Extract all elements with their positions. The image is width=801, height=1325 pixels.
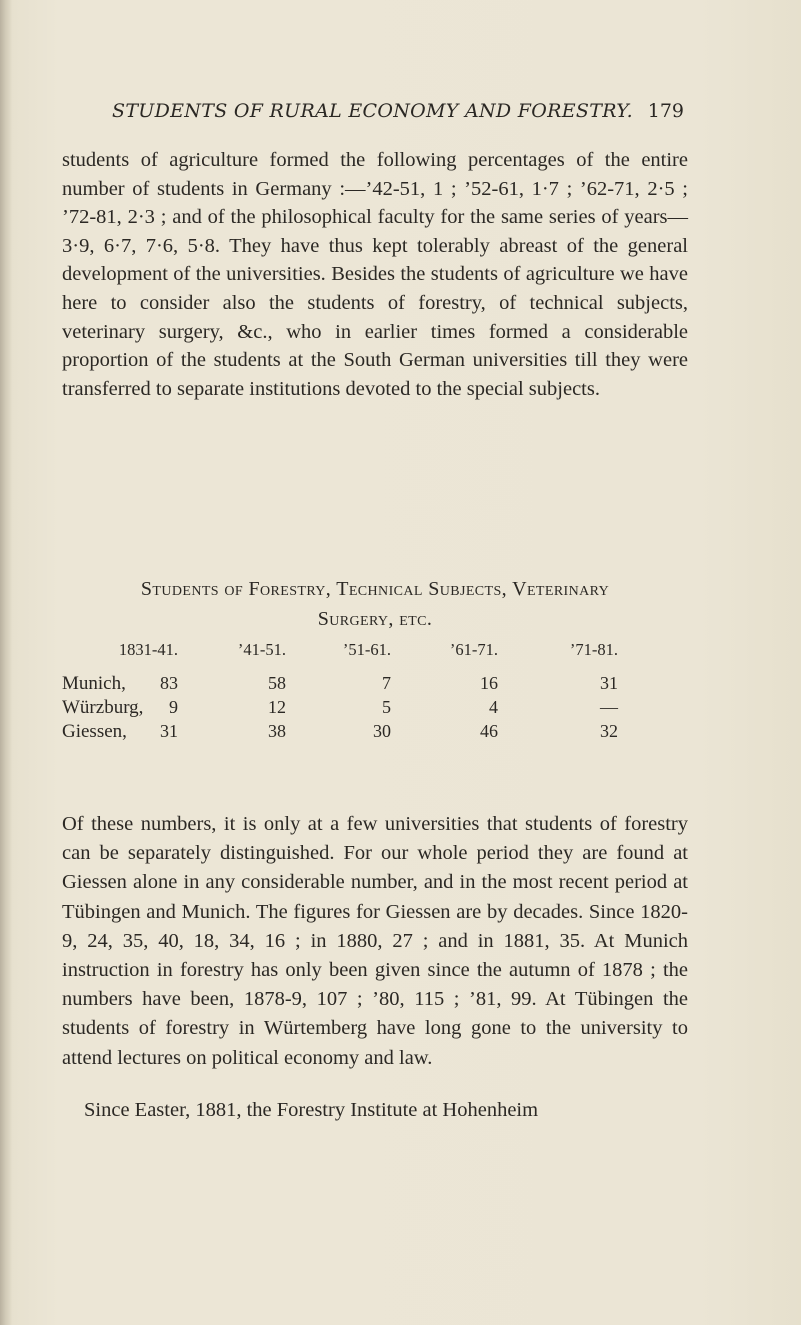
students-table	[62, 640, 688, 745]
row-label: Munich,	[62, 673, 126, 694]
table-cell: 16	[480, 673, 498, 693]
table-cell: 38	[268, 721, 286, 741]
table-cell: 31	[600, 673, 618, 693]
running-head	[112, 100, 684, 130]
table-cell: 4	[489, 697, 498, 717]
table-cell: 46	[480, 721, 498, 741]
table-row	[62, 721, 688, 745]
table-cell: 58	[268, 673, 286, 693]
table-cell: 5	[382, 697, 391, 717]
table-cell: 31	[160, 721, 178, 741]
table-title	[62, 574, 688, 634]
table-cell: 32	[600, 721, 618, 741]
column-header: ’71-81.	[569, 640, 618, 659]
row-label: Würzburg,	[62, 697, 144, 718]
page-gutter-shadow	[0, 0, 12, 1325]
paragraph-3: Since Easter, 1881, the Forestry Institute at Hohenheim	[84, 1099, 539, 1121]
table-title-line-2: Surgery, etc.	[317, 608, 433, 630]
table-header-row	[62, 640, 688, 673]
table-row	[62, 697, 688, 721]
row-label: Giessen,	[62, 721, 127, 742]
column-header: ’51-61.	[342, 640, 391, 659]
table-cell: 9	[169, 697, 178, 717]
table-cell: 7	[382, 673, 391, 693]
table-title-line-1: Students of Forestry, Technical Subjects, Veterinary	[140, 578, 610, 600]
table-cell: 12	[268, 697, 286, 717]
column-header: ’41-51.	[237, 640, 286, 659]
page-number: 179	[647, 100, 684, 122]
paragraph-1: students of agriculture formed the following percentages of the entire number of students in Germany :—’42-51, 1 ; ’52-61, 1·7 ; ’62-71, 2·5 ; ’72-81, 2·3 ; and of the philosophical faculty for the same series of years—3·9, 6·7, 7·6, 5·8. They have thus kept tolerably abreast of the general development of the universities. Besides the students of agriculture we have here to consider also the students of forestry, of technical subjects, veterinary surgery, &c., who in earlier times formed a considerable proportion of the students at the South German universities till they were transferred to separate institutions devoted to the special subjects.	[62, 149, 688, 400]
table-cell: 30	[373, 721, 391, 741]
table-cell: —	[600, 697, 618, 717]
table-cell: 83	[160, 673, 178, 693]
table-row	[62, 673, 688, 697]
paragraph-2: Of these numbers, it is only at a few universities that students of forestry can be separately distinguished. For our whole period they are found at Giessen alone in any considerable number, and in the most recent period at Tübingen and Munich. The figures for Giessen are by decades. Since 1820-9, 24, 35, 40, 18, 34, 16 ; in 1880, 27 ; and in 1881, 35. At Munich instruction in forestry has only been given since the autumn of 1878 ; the numbers have been, 1878-9, 107 ; ’80, 115 ; ’81, 99. At Tübingen the students of forestry in Würtemberg have long gone to the university to attend lectures on political economy and law.	[62, 813, 688, 1069]
column-header: 1831-41.	[118, 640, 178, 659]
running-head-title: STUDENTS OF RURAL ECONOMY AND FORESTRY.	[112, 100, 633, 122]
column-header: ’61-71.	[449, 640, 498, 659]
